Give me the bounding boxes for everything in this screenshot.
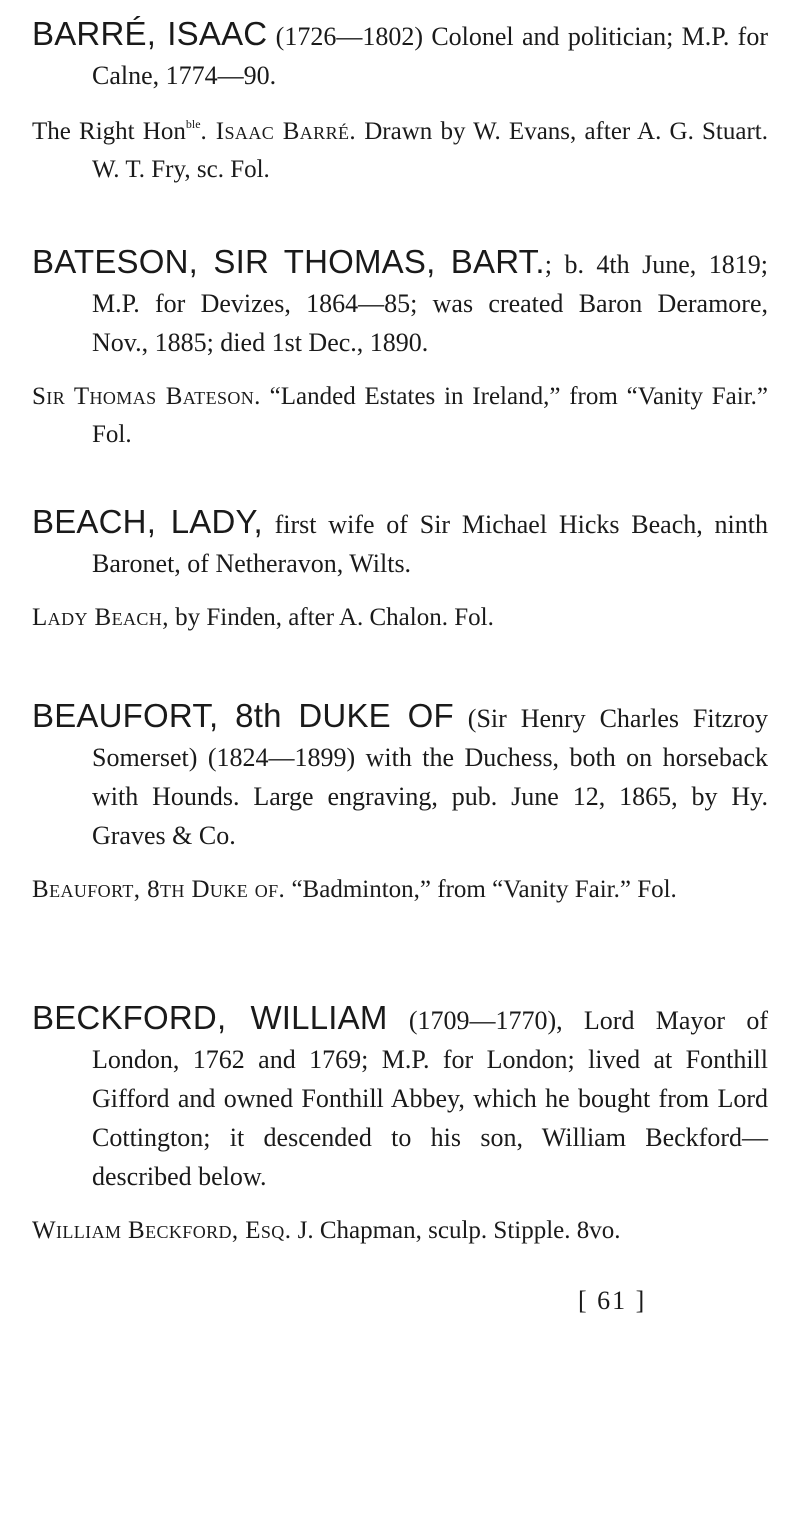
- entry-name: BARRÉ, ISAAC: [32, 15, 268, 52]
- entry-beach: [32, 502, 768, 637]
- entry-description: ; b. 4th June, 1819; M.P. for Devizes, 1864—85; was created Baron Deramore, Nov., 1885; died 1st Dec., 1890.: [92, 250, 768, 357]
- portrait-listing: [32, 599, 768, 637]
- portrait-details: “Landed Estates in Ireland,” from “Vanity Fair.” Fol.: [92, 383, 769, 448]
- portrait-listing: [32, 1212, 768, 1250]
- entry-bateson: [32, 242, 768, 454]
- portrait-listing: [32, 378, 768, 454]
- portrait-details: Drawn by W. Evans, after A. G. Stuart. W. T. Fry, sc. Fol.: [92, 118, 768, 183]
- portrait-title: . Isaac Barré.: [200, 118, 357, 145]
- entry-description: (1709—1770), Lord Mayor of London, 1762 and 1769; M.P. for London; lived at Fonthill Gifford and owned Fonthill Abbey, which he bought from Lord Cottington; it descended to his son, William Beckford—described below.: [92, 1006, 768, 1191]
- portrait-details: “Badminton,” from “Vanity Fair.” Fol.: [285, 876, 677, 903]
- entry-name: BECKFORD, WILLIAM: [32, 999, 388, 1036]
- entry-heading: [32, 14, 768, 95]
- portrait-title: William Beckford, Esq.: [32, 1217, 292, 1244]
- entry-name: BEACH, LADY,: [32, 503, 263, 540]
- entry-description: first wife of Sir Michael Hicks Beach, ninth Baronet, of Netheravon, Wilts.: [92, 510, 768, 578]
- portrait-superscript: ble: [185, 117, 201, 131]
- portrait-prefix: The Right Hon: [32, 118, 186, 145]
- entry-description: (Sir Henry Charles Fitzroy Somerset) (1824—1899) with the Duchess, both on horseback with Hounds. Large engraving, pub. June 12, 1865, by Hy. Graves & Co.: [92, 704, 768, 850]
- portrait-listing: [32, 113, 768, 189]
- portrait-details: by Finden, after A. Chalon. Fol.: [168, 604, 494, 631]
- portrait-title: Sir Thomas Bateson.: [32, 383, 261, 410]
- entry-name: BEAUFORT, 8th DUKE OF: [32, 697, 454, 734]
- entry-name: BATESON, SIR THOMAS, BART.: [32, 243, 545, 280]
- entry-barre: [32, 14, 768, 189]
- portrait-title: Lady Beach,: [32, 604, 169, 631]
- page-number: [ 61 ]: [578, 1286, 647, 1315]
- entry-heading: [32, 502, 768, 583]
- entry-heading: [32, 242, 768, 362]
- portrait-listing: [32, 871, 768, 909]
- entry-beaufort: [32, 696, 768, 909]
- entry-heading: [32, 696, 768, 855]
- entry-description: (1726—1802) Colonel and politician; M.P. for Calne, 1774—90.: [92, 22, 768, 90]
- portrait-details: J. Chapman, sculp. Stipple. 8vo.: [291, 1217, 621, 1244]
- entry-heading: [32, 998, 768, 1196]
- entry-beckford: [32, 998, 768, 1250]
- portrait-title: Beaufort, 8th Duke of.: [32, 876, 286, 903]
